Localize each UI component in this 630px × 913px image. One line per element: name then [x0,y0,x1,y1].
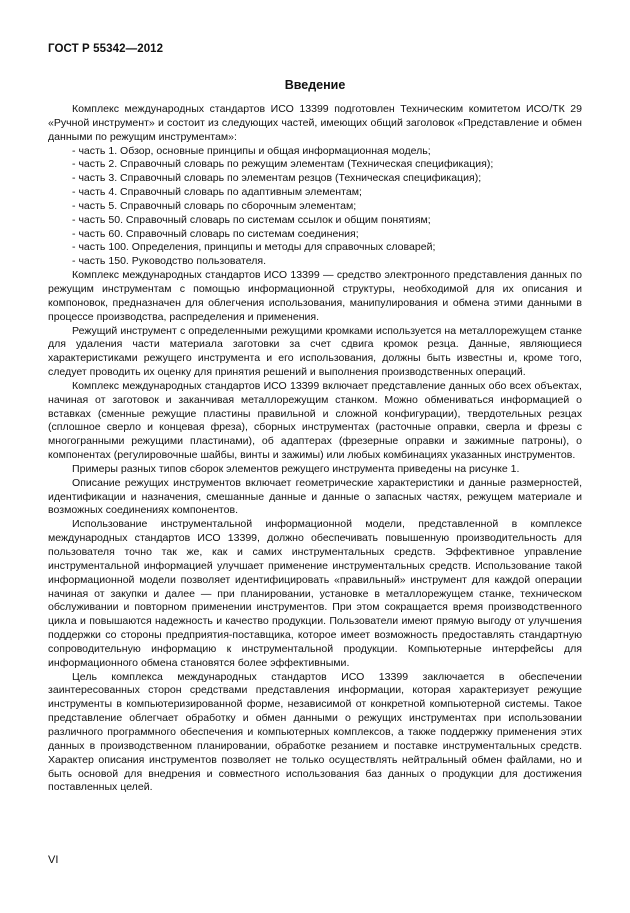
body-paragraph: Описание режущих инструментов включает геометрические характеристики и данные размерностей, идентификации и назначения, смешанные данные и данные о запасных частях, режущем материале и возможных соединениях компонентов. [48,476,582,517]
parts-list [48,145,582,270]
body-paragraph: Примеры разных типов сборок элементов режущего инструмента приведены на рисунке 1. [72,462,520,475]
page-number: VI [48,854,59,866]
body-paragraph: Режущий инструмент с определенными режущими кромками используется на металлорежущем станке для удаления части материала заготовки за счет сдвига кромок резца. Данные, являющиеся характеристиками режущего инструмента и его использования, должны быть известны и, кроме того, следует проводить их оценку для принятия решений и выполнения производственных операций. [48,324,582,379]
body-paragraph: Комплекс международных стандартов ИСО 13399 — средство электронного представления данных по режущим инструментам с помощью информационной структуры, необходимой для их описания и компоновок, предназначен для облегчения использования, манипулирования и обмена этими данными в процессе производства, распределения и применения. [48,269,582,323]
list-item: - часть 150. Руководство пользователя. [72,255,267,268]
body-paragraph: Цель комплекса международных стандартов ИСО 13399 заключается в обеспечении заинтересованных сторон средствами представления информации, которая характеризует режущие инструменты в компьютеризированной форме, независимой от конкретной компьютерной системы. Такое представление облегчает обработку и обмен данными о режущих инструментах при использовании различного программного обеспечения и компьютерных комплексов, а также поддержку применения этих данных в производственном планировании, обработке резанием и поставке инструментальных средств. Характер описания инструментов позволяет не только осуществлять нейтральный обмен файлами, но и быть основой для внедрения и совместного использования баз данных о продукции для достижения поставленных целей. [48,670,582,794]
section-title: Введение [284,78,346,92]
list-item: - часть 3. Справочный словарь по элементам резцов (Техническая спецификация); [72,172,482,185]
list-item: - часть 1. Обзор, основные принципы и общая информационная модель; [72,144,431,157]
list-item: - часть 2. Справочный словарь по режущим элементам (Техническая спецификация); [72,158,494,171]
body-paragraph: Комплекс международных стандартов ИСО 13399 включает представление данных обо всех объектах, начиная от заготовок и заканчивая металлорежущим станком. Можно обмениваться информацией о вставках (сменные режущие пластины правильной и сложной конфигурации), твердотельных резцах (сплошное сверло и концевая фреза), сборных инструментах (расточные оправки, сверла и фрезы с многогранными режущими пластинами), об адаптерах (фрезерные оправки и зажимные патроны), о компонентах (регулировочные шайбы, винты и зажимы) или любых комбинациях указанных инструментов. [48,379,582,462]
body-paragraph: Использование инструментальной информационной модели, представленной в комплексе международных стандартов ИСО 13399, должно обеспечивать повышенную производительность для пользователя точно так же, как и самих инструментальных средств. Эффективное управление инструментальной информацией улучшает применение инструментальных средств. Использование такой информационной модели позволяет идентифицировать «правильный» инструмент для каждой операции начиная от закупки и далее — при планировании, установке в металлорежущем станке, техническом обслуживании и повторном применении инструментов. При этом сокращается время производственного цикла и повышаются надежность и качество продукции. Пользователи имеют прямую выгоду от улучшения поддержки со стороны предприятия-поставщика, которое имеет возможность предоставлять стандартную сопроводительную информацию к инструментальной продукции. Компьютерные интерфейсы для информационного обмена становятся более эффективными. [48,518,582,669]
intro-paragraph: Комплекс международных стандартов ИСО 13399 подготовлен Техническим комитетом ИСО/ТК 29 «Ручной инструмент» и состоит из следующих частей, имеющих общий заголовок «Представление и обмен данными по режущим инструментам»: [48,103,582,143]
list-item: - часть 100. Определения, принципы и методы для справочных словарей; [72,241,436,254]
standard-code-header: ГОСТ Р 55342—2012 [48,43,164,55]
list-item: - часть 60. Справочный словарь по системам соединения; [72,227,359,240]
list-item: - часть 5. Справочный словарь по сборочным элементам; [72,199,357,212]
section-body [48,103,582,795]
list-item: - часть 50. Справочный словарь по системам ссылок и общим понятиям; [72,213,431,226]
list-item: - часть 4. Справочный словарь по адаптивным элементам; [72,186,362,199]
